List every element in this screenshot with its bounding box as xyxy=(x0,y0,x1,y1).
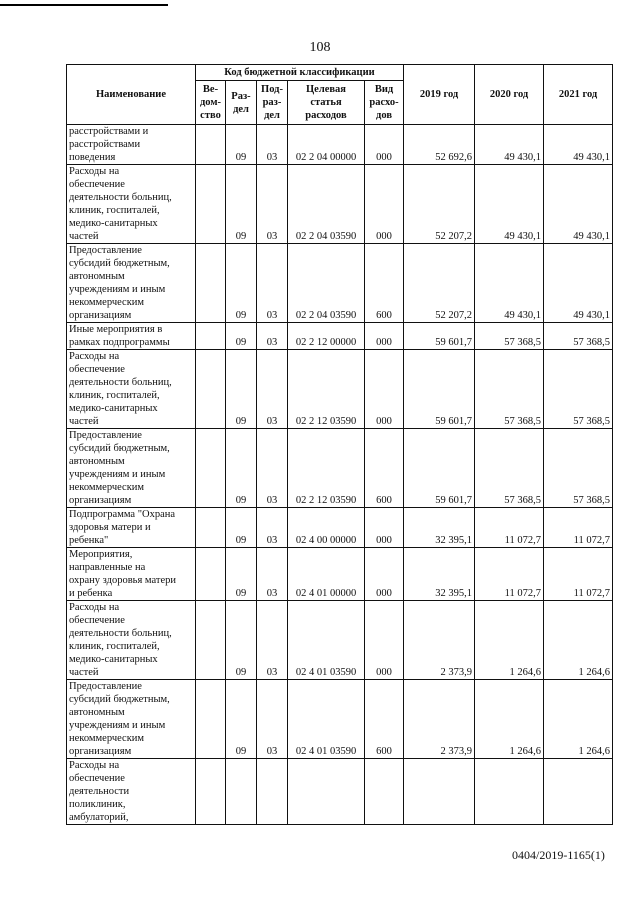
table-row xyxy=(67,429,613,508)
cell-y2021: 11 072,7 xyxy=(544,548,613,601)
row-name: Подпрограмма "Охрана здоровья матери и ребенка" xyxy=(67,508,196,548)
cell-podrazdel: 03 xyxy=(257,125,288,165)
cell-vedomstvo xyxy=(196,429,226,508)
top-rule xyxy=(0,4,168,6)
cell-y2021: 1 264,6 xyxy=(544,680,613,759)
budget-table xyxy=(66,64,613,825)
table-row xyxy=(67,508,613,548)
cell-razdel: 09 xyxy=(226,601,257,680)
table-row xyxy=(67,165,613,244)
cell-y2021: 57 368,5 xyxy=(544,323,613,350)
cell-podrazdel: 03 xyxy=(257,548,288,601)
cell-y2019: 32 395,1 xyxy=(404,508,475,548)
cell-y2020: 1 264,6 xyxy=(475,601,544,680)
cell-vedomstvo xyxy=(196,508,226,548)
table-row xyxy=(67,350,613,429)
header-2021: 2021 год xyxy=(544,65,613,125)
cell-y2020: 11 072,7 xyxy=(475,548,544,601)
cell-celevaya: 02 2 12 03590 xyxy=(288,429,365,508)
cell-celevaya: 02 4 01 03590 xyxy=(288,601,365,680)
row-name: Расходы на обеспечение деятельности больниц, клиник, госпиталей, медико-санитарных частей xyxy=(67,601,196,680)
header-vedomstvo: Ве- дом- ство xyxy=(196,81,226,125)
header-2020: 2020 год xyxy=(475,65,544,125)
cell-razdel: 09 xyxy=(226,429,257,508)
cell-y2019: 59 601,7 xyxy=(404,350,475,429)
budget-table-container xyxy=(66,64,612,825)
document-code: 0404/2019-1165(1) xyxy=(512,848,605,862)
cell-vid: 000 xyxy=(365,165,404,244)
cell-celevaya: 02 4 01 03590 xyxy=(288,680,365,759)
cell-vedomstvo xyxy=(196,244,226,323)
table-row xyxy=(67,759,613,825)
table-row xyxy=(67,125,613,165)
cell-vid xyxy=(365,759,404,825)
cell-celevaya: 02 4 00 00000 xyxy=(288,508,365,548)
cell-vid: 000 xyxy=(365,323,404,350)
cell-vedomstvo xyxy=(196,759,226,825)
cell-vid: 000 xyxy=(365,125,404,165)
cell-podrazdel xyxy=(257,759,288,825)
cell-y2021: 49 430,1 xyxy=(544,244,613,323)
cell-y2020: 11 072,7 xyxy=(475,508,544,548)
table-body xyxy=(67,125,613,825)
cell-y2020: 57 368,5 xyxy=(475,350,544,429)
cell-y2019: 59 601,7 xyxy=(404,323,475,350)
row-name: Предоставление субсидий бюджетным, автономным учреждениям и иным некоммерческим организациям xyxy=(67,429,196,508)
cell-y2020: 49 430,1 xyxy=(475,244,544,323)
cell-y2020: 49 430,1 xyxy=(475,165,544,244)
cell-celevaya: 02 2 04 03590 xyxy=(288,165,365,244)
table-row xyxy=(67,244,613,323)
cell-razdel: 09 xyxy=(226,165,257,244)
cell-vid: 600 xyxy=(365,244,404,323)
cell-celevaya: 02 4 01 00000 xyxy=(288,548,365,601)
cell-vedomstvo xyxy=(196,165,226,244)
table-row xyxy=(67,548,613,601)
row-name: Расходы на обеспечение деятельности поликлиник, амбулаторий, xyxy=(67,759,196,825)
cell-y2020: 49 430,1 xyxy=(475,125,544,165)
cell-vedomstvo xyxy=(196,601,226,680)
table-row xyxy=(67,323,613,350)
cell-y2020: 57 368,5 xyxy=(475,429,544,508)
header-name: Наименование xyxy=(67,65,196,125)
cell-razdel: 09 xyxy=(226,548,257,601)
header-podrazdel: Под- раз- дел xyxy=(257,81,288,125)
cell-y2021: 57 368,5 xyxy=(544,429,613,508)
row-name: Предоставление субсидий бюджетным, автономным учреждениям и иным некоммерческим организациям xyxy=(67,680,196,759)
table-row xyxy=(67,680,613,759)
header-celevaya: Целевая статья расходов xyxy=(288,81,365,125)
cell-y2021 xyxy=(544,759,613,825)
header-vid: Вид расхо- дов xyxy=(365,81,404,125)
cell-vid: 000 xyxy=(365,350,404,429)
cell-vedomstvo xyxy=(196,680,226,759)
cell-razdel: 09 xyxy=(226,350,257,429)
cell-y2021: 57 368,5 xyxy=(544,350,613,429)
row-name: Иные мероприятия в рамках подпрограммы xyxy=(67,323,196,350)
cell-vid: 600 xyxy=(365,429,404,508)
row-name: Расходы на обеспечение деятельности больниц, клиник, госпиталей, медико-санитарных частей xyxy=(67,165,196,244)
cell-podrazdel: 03 xyxy=(257,429,288,508)
header-2019: 2019 год xyxy=(404,65,475,125)
cell-celevaya: 02 2 04 00000 xyxy=(288,125,365,165)
cell-podrazdel: 03 xyxy=(257,680,288,759)
cell-y2021: 49 430,1 xyxy=(544,125,613,165)
cell-vedomstvo xyxy=(196,323,226,350)
cell-y2021: 49 430,1 xyxy=(544,165,613,244)
cell-celevaya: 02 2 12 00000 xyxy=(288,323,365,350)
cell-razdel: 09 xyxy=(226,323,257,350)
cell-vid: 000 xyxy=(365,548,404,601)
row-name: Предоставление субсидий бюджетным, автономным учреждениям и иным некоммерческим организациям xyxy=(67,244,196,323)
cell-vedomstvo xyxy=(196,350,226,429)
header-budget-code: Код бюджетной классификации xyxy=(196,65,404,81)
cell-razdel: 09 xyxy=(226,680,257,759)
cell-vedomstvo xyxy=(196,548,226,601)
cell-y2019 xyxy=(404,759,475,825)
cell-celevaya: 02 2 12 03590 xyxy=(288,350,365,429)
cell-podrazdel: 03 xyxy=(257,323,288,350)
cell-razdel: 09 xyxy=(226,125,257,165)
cell-podrazdel: 03 xyxy=(257,508,288,548)
cell-razdel: 09 xyxy=(226,508,257,548)
cell-y2019: 52 692,6 xyxy=(404,125,475,165)
row-name: Расходы на обеспечение деятельности больниц, клиник, госпиталей, медико-санитарных частей xyxy=(67,350,196,429)
cell-vedomstvo xyxy=(196,125,226,165)
cell-y2021: 11 072,7 xyxy=(544,508,613,548)
row-name: Мероприятия, направленные на охрану здоровья матери и ребенка xyxy=(67,548,196,601)
cell-razdel xyxy=(226,759,257,825)
cell-podrazdel: 03 xyxy=(257,165,288,244)
cell-y2019: 2 373,9 xyxy=(404,601,475,680)
row-name: расстройствами и расстройствами поведения xyxy=(67,125,196,165)
cell-celevaya xyxy=(288,759,365,825)
cell-y2020: 57 368,5 xyxy=(475,323,544,350)
header-razdel: Раз- дел xyxy=(226,81,257,125)
cell-vid: 600 xyxy=(365,680,404,759)
cell-y2020: 1 264,6 xyxy=(475,680,544,759)
cell-vid: 000 xyxy=(365,601,404,680)
cell-podrazdel: 03 xyxy=(257,350,288,429)
table-row xyxy=(67,601,613,680)
cell-y2019: 32 395,1 xyxy=(404,548,475,601)
cell-y2021: 1 264,6 xyxy=(544,601,613,680)
cell-y2019: 52 207,2 xyxy=(404,244,475,323)
cell-celevaya: 02 2 04 03590 xyxy=(288,244,365,323)
cell-y2019: 59 601,7 xyxy=(404,429,475,508)
cell-vid: 000 xyxy=(365,508,404,548)
page-number: 108 xyxy=(309,40,331,55)
cell-podrazdel: 03 xyxy=(257,244,288,323)
cell-y2019: 52 207,2 xyxy=(404,165,475,244)
cell-y2019: 2 373,9 xyxy=(404,680,475,759)
cell-podrazdel: 03 xyxy=(257,601,288,680)
cell-razdel: 09 xyxy=(226,244,257,323)
cell-y2020 xyxy=(475,759,544,825)
